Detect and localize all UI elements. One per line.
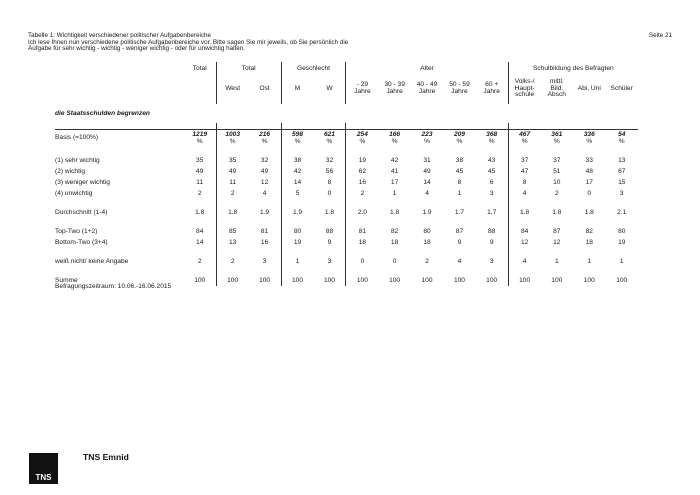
table-cell: 37 — [508, 155, 540, 166]
table-cell: 37 — [553, 157, 561, 164]
table-cell: 100 — [194, 277, 206, 284]
basis-value: 598 — [292, 130, 304, 138]
basis-cell — [314, 130, 346, 148]
table-cell: 100 — [281, 275, 313, 286]
basis-value: 216 — [259, 130, 271, 138]
row-label: Bottom-Two (3+4) — [55, 239, 108, 246]
table-row — [55, 226, 638, 237]
table-cell: 1.7 — [454, 209, 465, 216]
table-cell: 1.9 — [260, 209, 270, 216]
row-label: (1) sehr wichtig — [55, 157, 100, 164]
table-cell: 42 — [390, 157, 399, 164]
column-header-line: - 29 — [356, 81, 369, 89]
column-header-line: Volks-/ — [514, 77, 535, 85]
column-header-line: M — [294, 84, 301, 92]
results-table — [55, 62, 638, 286]
column-header-line: Schüler — [610, 84, 633, 92]
column-header-line: W — [326, 84, 333, 92]
table-cell: 100 — [216, 275, 248, 286]
table-cell: 84 — [196, 228, 204, 235]
column-header-line: 60 + — [485, 81, 499, 89]
table-cell: 67 — [618, 168, 626, 175]
tns-logo: TNS — [29, 453, 58, 484]
column-header-9 — [476, 74, 508, 104]
basis-percent-sign: % — [521, 137, 528, 145]
table-cell: 18 — [390, 239, 399, 246]
basis-value: 223 — [421, 130, 433, 138]
table-cell: 19 — [346, 155, 378, 166]
table-row — [55, 207, 638, 218]
basis-value: 166 — [389, 130, 401, 138]
table-cell: 1 — [587, 258, 592, 265]
table-cell: 45 — [455, 168, 464, 175]
table-row — [55, 188, 638, 199]
basis-cell — [378, 130, 410, 148]
basis-percent-sign: % — [391, 137, 398, 145]
table-cell: 100 — [346, 275, 378, 286]
basis-cell — [508, 130, 540, 148]
spacer-row — [55, 248, 638, 256]
basis-percent-sign: % — [456, 137, 463, 145]
table-cell: 12 — [553, 239, 561, 246]
column-header-2 — [249, 74, 281, 104]
table-cell: 4 — [262, 190, 267, 197]
group-alter: Alter — [346, 62, 508, 74]
report-header — [28, 33, 672, 53]
group-total: Total — [192, 64, 207, 72]
column-header-line: 30 - 39 — [384, 81, 405, 89]
table-cell: 43 — [488, 157, 496, 164]
table-cell: 2.0 — [346, 207, 378, 218]
table-cell: 18 — [346, 237, 378, 248]
section-title: die Staatsschulden begrenzen — [55, 110, 150, 117]
table-cell: 14 — [196, 239, 204, 246]
basis-value: 1219 — [192, 130, 208, 138]
spacer-row — [55, 147, 638, 155]
column-header-line: 40 - 49 — [416, 81, 438, 89]
table-cell: 31 — [423, 157, 431, 164]
table-cell: 2 — [216, 188, 248, 199]
basis-value: 209 — [453, 130, 465, 138]
table-row — [55, 166, 638, 177]
table-cell: 16 — [346, 177, 378, 188]
table-cell: 80 — [281, 226, 313, 237]
column-header-3 — [281, 74, 313, 104]
table-cell: 100 — [551, 277, 563, 284]
basis-value: 621 — [323, 130, 335, 138]
table-cell: 1.9 — [281, 207, 313, 218]
table-cell: 49 — [216, 166, 248, 177]
question-line-1: Ich lese Ihnen nun verschiedene politische Aufgabenbereiche vor. Bitte sagen Sie mir jeweils, ob Sie persönlich die — [28, 38, 349, 46]
table-cell: 1 — [392, 190, 397, 197]
basis-percent-sign: % — [196, 137, 203, 145]
page-number: Seite 21 — [648, 32, 672, 39]
column-header-5 — [346, 74, 378, 104]
basis-percent-sign: % — [553, 137, 560, 145]
basis-cell — [605, 130, 638, 148]
table-cell: 100 — [616, 277, 628, 284]
table-cell: 42 — [281, 166, 313, 177]
column-header-line: Ost — [259, 84, 270, 92]
basis-percent-sign: % — [229, 137, 236, 145]
column-header-line: Jahre — [451, 88, 468, 95]
column-header-11 — [541, 74, 573, 104]
table-cell: 1.9 — [422, 209, 432, 216]
basis-percent-sign: % — [488, 137, 495, 145]
table-row — [55, 237, 638, 248]
table-cell: 32 — [325, 157, 334, 164]
table-cell: 35 — [216, 155, 248, 166]
table-cell: 1.8 — [390, 209, 400, 216]
basis-value: 467 — [519, 130, 531, 138]
table-cell: 1.8 — [552, 209, 562, 216]
brand-name: TNS Emnid — [83, 452, 129, 462]
table-cell: 100 — [508, 275, 540, 286]
table-cell: 56 — [325, 168, 334, 175]
table-cell: 18 — [423, 239, 431, 246]
table-cell: 81 — [346, 226, 378, 237]
table-cell: 32 — [260, 157, 269, 164]
table-cell: 100 — [486, 277, 498, 284]
table-cell: 8 — [457, 179, 462, 186]
column-header-6 — [378, 74, 410, 104]
table-cell: 12 — [508, 237, 540, 248]
basis-value: 254 — [356, 130, 368, 138]
table-cell: 14 — [281, 177, 313, 188]
table-cell: 3 — [262, 258, 267, 265]
table-cell: 11 — [196, 179, 204, 186]
table-cell: 0 — [346, 256, 378, 267]
group-geschlecht: Geschlecht — [281, 62, 346, 74]
table-cell: 3 — [327, 258, 332, 265]
table-cell: 2 — [216, 256, 248, 267]
row-label: (4) unwichtig — [55, 190, 93, 197]
table-cell: 88 — [325, 228, 334, 235]
table-cell: 9 — [327, 239, 332, 246]
table-cell: 13 — [618, 157, 626, 164]
table-cell: 1 — [457, 190, 462, 197]
table-cell: 2 — [554, 190, 559, 197]
group-header-row — [55, 62, 638, 74]
row-label: Durchschnitt (1-4) — [55, 209, 108, 216]
table-cell: 4 — [508, 256, 540, 267]
table-cell: 49 — [423, 168, 431, 175]
column-header-7 — [411, 74, 443, 104]
survey-period: Befragungszeitraum: 10.06.-16.06.2015 — [55, 283, 172, 290]
table-cell: 9 — [457, 239, 462, 246]
table-row — [55, 256, 638, 267]
row-label: (2) wichtig — [55, 168, 86, 175]
table-cell: 45 — [488, 168, 496, 175]
basis-cell — [411, 130, 443, 148]
column-header-12 — [573, 74, 605, 104]
table-cell: 3 — [619, 190, 624, 197]
table-cell: 6 — [489, 179, 494, 186]
table-cell: 82 — [390, 228, 399, 235]
table-cell: 100 — [583, 277, 595, 284]
table-cell: 33 — [585, 157, 593, 164]
row-label: Top-Two (1+2) — [55, 228, 98, 235]
column-header-line: Jahre — [483, 88, 500, 95]
table-cell: 81 — [260, 228, 269, 235]
table-cell: 88 — [488, 228, 496, 235]
table-cell: 87 — [455, 228, 464, 235]
row-label: (3) weniger wichtig — [55, 179, 110, 186]
table-cell: 17 — [390, 179, 399, 186]
column-header-13 — [605, 74, 638, 104]
spacer-row — [55, 199, 638, 207]
basis-cell — [541, 130, 573, 148]
basis-value: 1003 — [225, 130, 240, 138]
basis-percent-sign: % — [586, 137, 593, 145]
table-cell: 15 — [618, 179, 626, 186]
table-cell: 3 — [489, 258, 494, 265]
section-row — [55, 104, 638, 123]
table-cell: 80 — [423, 228, 431, 235]
column-header-4 — [314, 74, 346, 104]
table-cell: 100 — [259, 277, 271, 284]
table-cell: 1 — [281, 256, 313, 267]
table-cell: 2 — [425, 258, 429, 265]
table-cell: 51 — [553, 168, 561, 175]
basis-cell — [476, 130, 508, 148]
table-cell: 10 — [553, 179, 561, 186]
table-cell: 4 — [508, 188, 540, 199]
table-cell: 87 — [553, 228, 561, 235]
basis-value: 361 — [551, 130, 563, 138]
table-cell: 0 — [587, 190, 592, 197]
column-header-line: Absch — [547, 91, 566, 99]
column-header-1 — [216, 74, 248, 104]
basis-percent-sign: % — [618, 137, 625, 145]
group-schulbildung: Schulbildung des Befragten — [508, 62, 638, 74]
table-cell: 62 — [346, 166, 378, 177]
group-total-region: Total — [216, 62, 281, 74]
basis-value: 368 — [486, 130, 498, 138]
basis-cell — [184, 130, 216, 148]
column-header-line: Haupt- — [514, 84, 535, 92]
row-label: weiß nicht/ keine Angabe — [55, 258, 129, 265]
basis-cell — [346, 130, 378, 148]
spacer-row — [55, 218, 638, 226]
basis-value: 336 — [583, 130, 595, 138]
table-cell: 49 — [196, 168, 204, 175]
basis-row — [55, 130, 638, 148]
table-cell: 4 — [457, 258, 462, 265]
subheader-row — [55, 74, 638, 104]
basis-value: 54 — [618, 130, 626, 138]
table-cell: 49 — [260, 168, 269, 175]
table-cell: 8 — [327, 179, 332, 186]
table-cell: 19 — [281, 237, 313, 248]
column-header-line: schule — [515, 91, 535, 99]
basis-cell — [443, 130, 475, 148]
column-header-10 — [508, 74, 540, 104]
table-cell: 47 — [508, 166, 540, 177]
column-header-line: Jahre — [418, 88, 436, 95]
column-header-line: Jahre — [386, 88, 403, 95]
table-cell: 9 — [489, 239, 494, 246]
table-cell: 38 — [455, 157, 464, 164]
column-header-line: Abi, Uni — [577, 84, 601, 92]
table-cell: 2 — [197, 190, 202, 197]
table-cell: 1.8 — [508, 207, 540, 218]
table-row — [55, 155, 638, 166]
table-cell: 12 — [260, 179, 269, 186]
column-header-line: mittl. — [549, 77, 564, 85]
basis-label: Basis (=100%) — [55, 130, 184, 148]
table-cell: 2 — [197, 258, 202, 265]
table-cell: 5 — [281, 188, 313, 199]
table-cell: 3 — [489, 190, 494, 197]
column-header-line: West — [225, 84, 241, 92]
basis-cell — [573, 130, 605, 148]
table-cell: 1.7 — [487, 209, 497, 216]
basis-cell — [216, 130, 248, 148]
column-header-line: Bild. — [550, 84, 564, 92]
table-cell: 17 — [585, 179, 593, 186]
table-cell: 18 — [585, 239, 593, 246]
table-title: Tabelle 1: Wichtigkeit verschiedener politischer Aufgabenbereiche — [28, 32, 212, 39]
table-cell: 84 — [508, 226, 540, 237]
table-cell: 100 — [453, 277, 465, 284]
table-cell: 100 — [421, 277, 433, 284]
table-cell: 0 — [392, 258, 397, 265]
basis-cell — [281, 130, 313, 148]
table-cell: 11 — [216, 177, 248, 188]
table-cell: 82 — [585, 228, 593, 235]
basis-percent-sign: % — [424, 137, 430, 145]
table-cell: 1 — [554, 258, 559, 265]
table-cell: 80 — [618, 228, 626, 235]
table-cell: 4 — [425, 190, 429, 197]
table-cell: 41 — [390, 168, 399, 175]
basis-percent-sign: % — [294, 137, 301, 145]
table-cell: 16 — [260, 239, 269, 246]
row-label: Summe — [55, 277, 78, 284]
table-cell: 1.8 — [216, 207, 248, 218]
column-header-line: 50 - 59 — [449, 81, 470, 89]
basis-cell — [249, 130, 281, 148]
table-cell: 2.1 — [617, 209, 627, 216]
table-cell: 19 — [618, 239, 626, 246]
table-cell: 85 — [216, 226, 248, 237]
table-cell: 35 — [196, 157, 204, 164]
column-header-line: Jahre — [354, 88, 371, 95]
table-cell: 100 — [389, 277, 401, 284]
table-cell: 14 — [423, 179, 431, 186]
table-cell: 13 — [216, 237, 248, 248]
column-header-0 — [184, 74, 216, 104]
table-cell: 48 — [585, 168, 593, 175]
table-cell: 1.8 — [195, 209, 205, 216]
table-cell: 100 — [323, 277, 335, 284]
table-cell: 8 — [508, 177, 540, 188]
basis-percent-sign: % — [326, 137, 333, 145]
spacer-row — [55, 267, 638, 275]
basis-percent-sign: % — [359, 137, 366, 145]
table-cell: 1.8 — [584, 209, 594, 216]
question-line-2: Aufgabe für sehr wichtig - wichtig - weniger wichtig - oder für unwichtig halten. — [28, 45, 245, 53]
table-cell: 0 — [327, 190, 332, 197]
table-cell: 2 — [346, 188, 378, 199]
table-cell: 1.8 — [324, 209, 335, 216]
table-cell: 1 — [619, 258, 624, 265]
basis-percent-sign: % — [261, 137, 268, 145]
column-header-8 — [443, 74, 475, 104]
table-cell: 38 — [281, 155, 313, 166]
table-row — [55, 177, 638, 188]
